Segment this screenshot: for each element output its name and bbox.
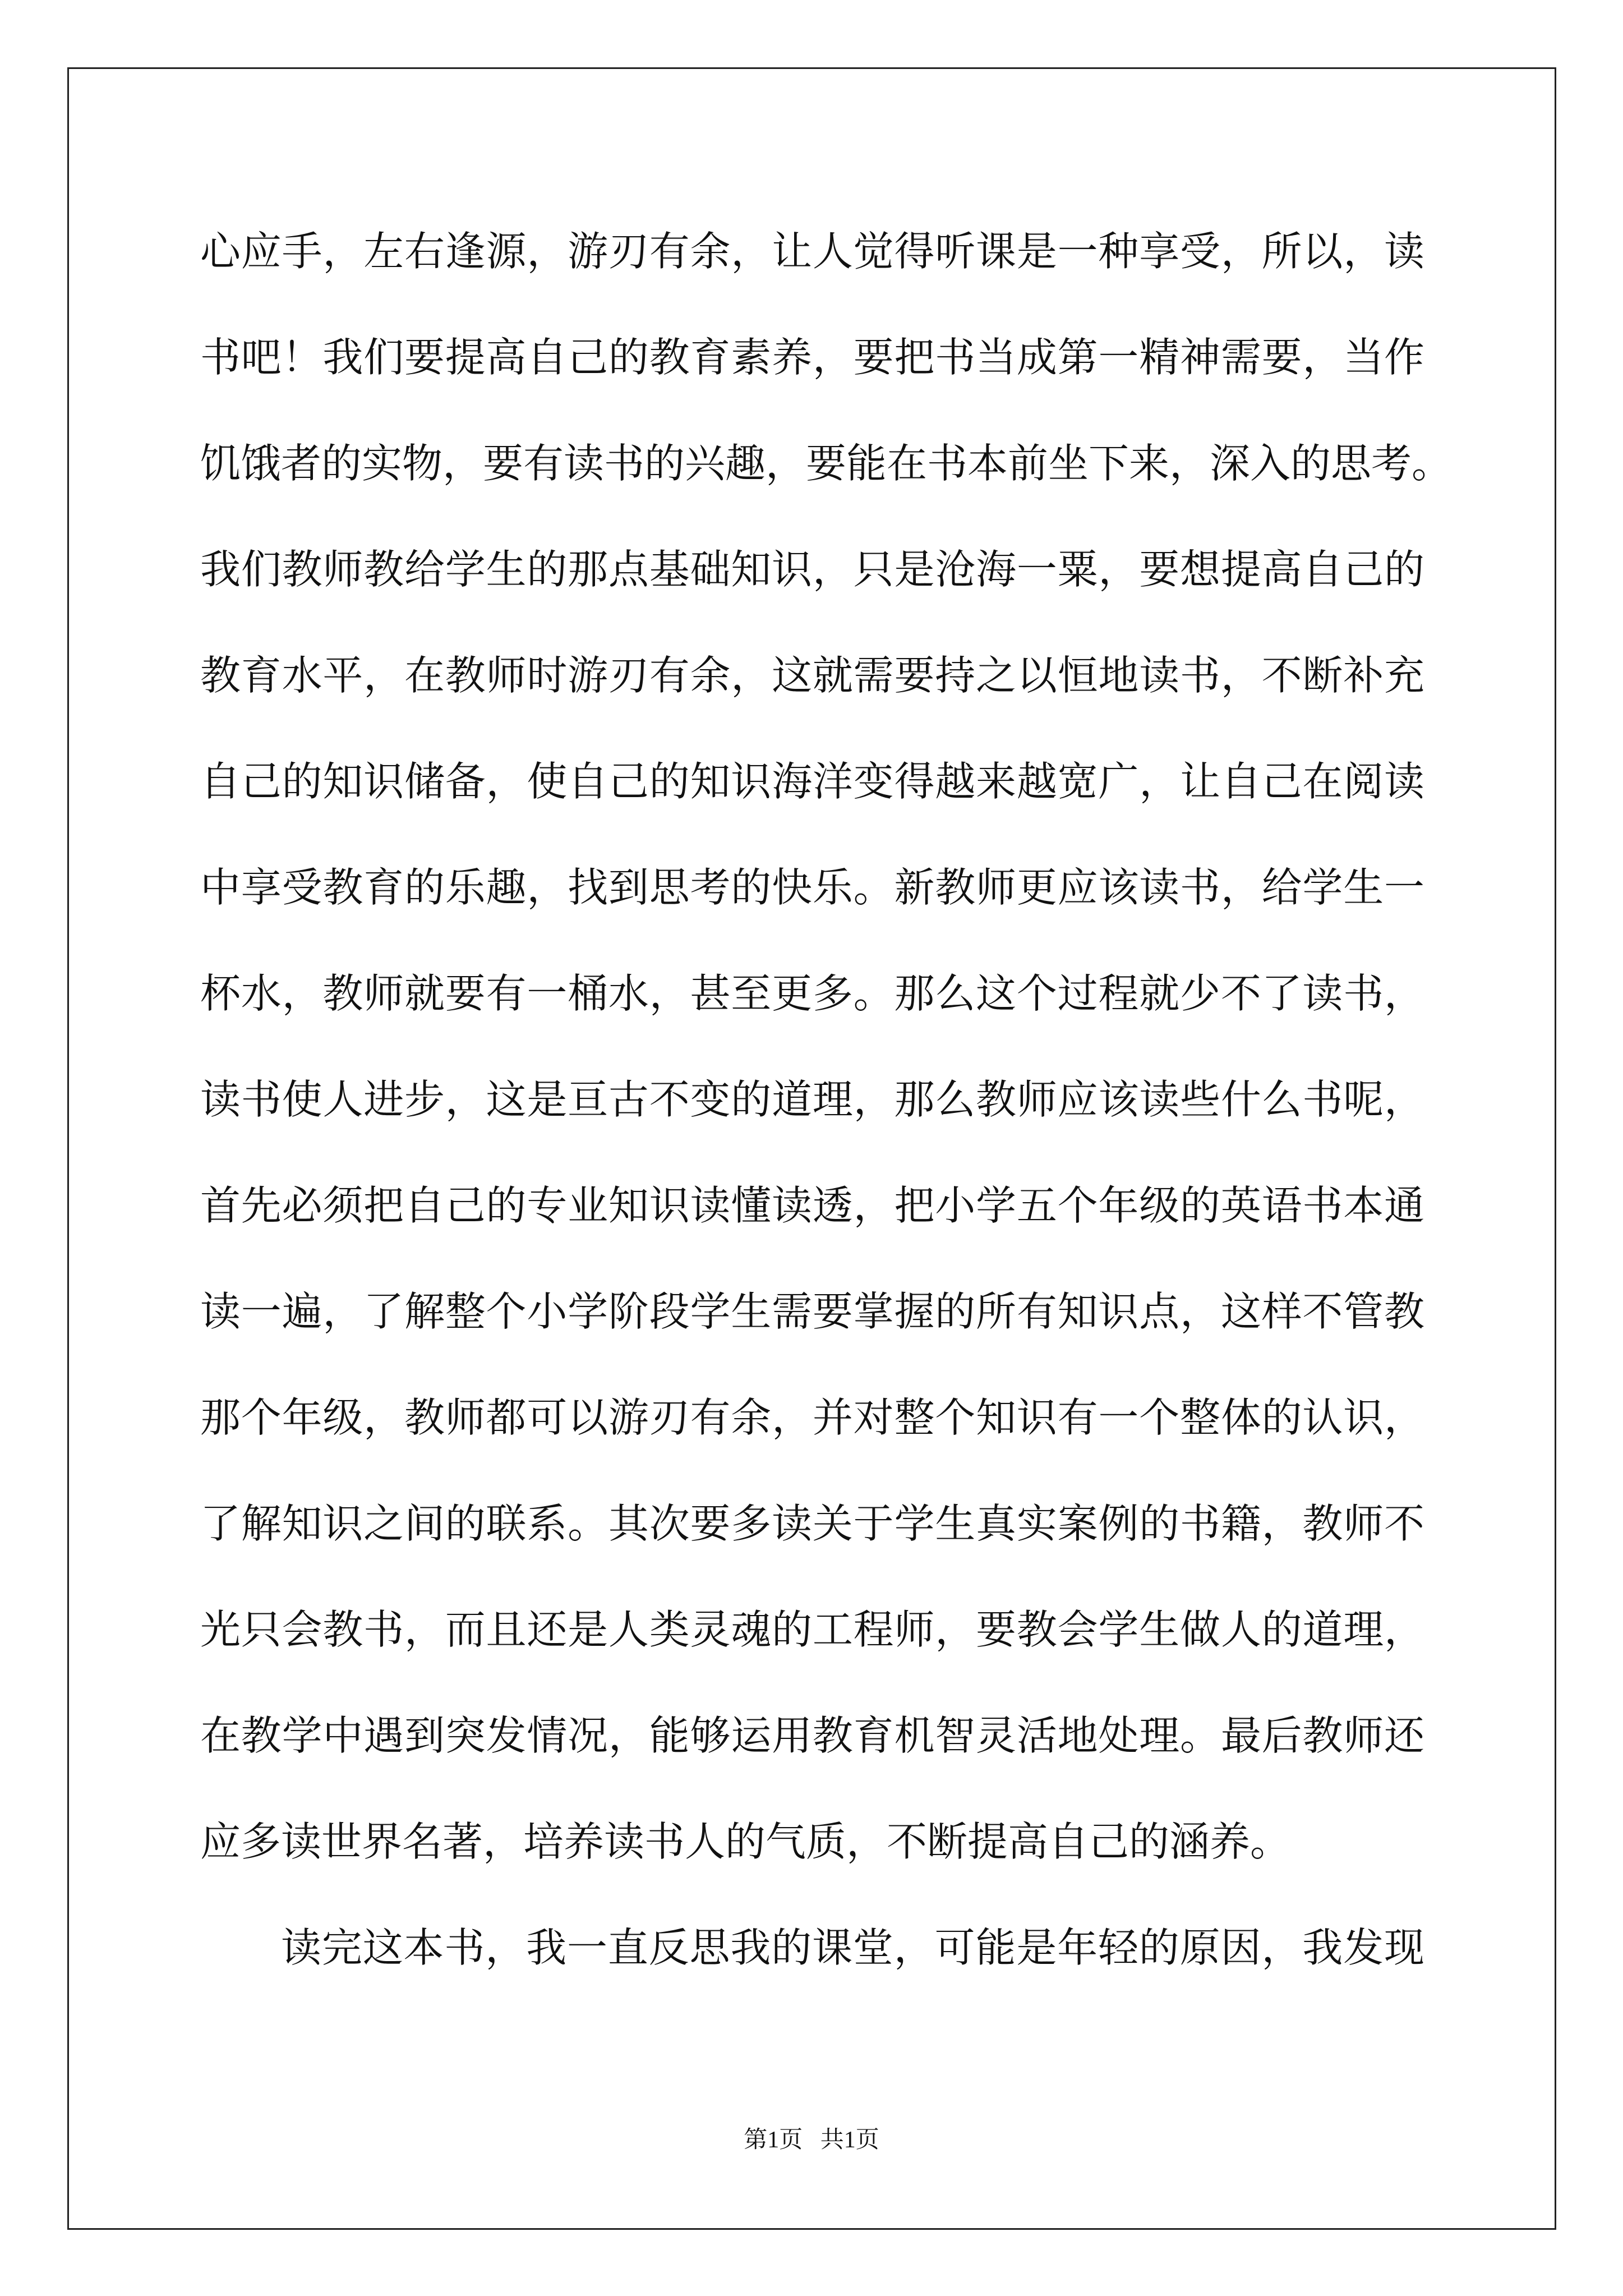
text-line: 了解知识之间的联系。其次要多读关于学生真实案例的书籍，教师不 — [200, 1500, 1424, 1547]
paragraph-start-line: 读完这本书，我一直反思我的课堂，可能是年轻的原因，我发现 — [281, 1924, 1424, 1971]
page-number: 第1页 — [744, 2127, 803, 2153]
text-line: 那个年级，教师都可以游刃有余，并对整个知识有一个整体的认识， — [200, 1394, 1424, 1441]
document-body — [200, 199, 1453, 2001]
text-line: 首先必须把自己的专业知识读懂读透，把小学五个年级的英语书本通 — [200, 1182, 1424, 1229]
paragraph-end-line: 应多读世界名著，培养读书人的气质，不断提高自己的涵养。 — [200, 1818, 1291, 1865]
text-line: 自己的知识储备，使自己的知识海洋变得越来越宽广，让自己在阅读 — [200, 758, 1424, 805]
page-footer — [0, 2125, 1623, 2155]
text-line: 书吧！我们要提高自己的教育素养，要把书当成第一精神需要，当作 — [200, 334, 1424, 381]
text-line: 中享受教育的乐趣，找到思考的快乐。新教师更应该读书，给学生一 — [200, 864, 1424, 911]
text-line: 读书使人进步，这是亘古不变的道理，那么教师应该读些什么书呢， — [200, 1076, 1424, 1123]
text-line: 我们教师教给学生的那点基础知识，只是沧海一粟，要想提高自己的 — [200, 546, 1424, 593]
text-line: 杯水，教师就要有一桶水，甚至更多。那么这个过程就少不了读书， — [200, 970, 1424, 1017]
page-total: 共1页 — [820, 2127, 879, 2153]
text-line: 读一遍，了解整个小学阶段学生需要掌握的所有知识点，这样不管教 — [200, 1288, 1424, 1335]
text-line: 心应手，左右逢源，游刃有余，让人觉得听课是一种享受，所以，读 — [200, 228, 1424, 275]
text-line: 在教学中遇到突发情况，能够运用教育机智灵活地处理。最后教师还 — [200, 1712, 1424, 1759]
text-line: 教育水平，在教师时游刃有余，这就需要持之以恒地读书，不断补充 — [200, 652, 1424, 699]
text-line: 光只会教书，而且还是人类灵魂的工程师，要教会学生做人的道理， — [200, 1606, 1424, 1653]
text-line: 饥饿者的实物，要有读书的兴趣，要能在书本前坐下来，深入的思考。 — [200, 440, 1453, 487]
